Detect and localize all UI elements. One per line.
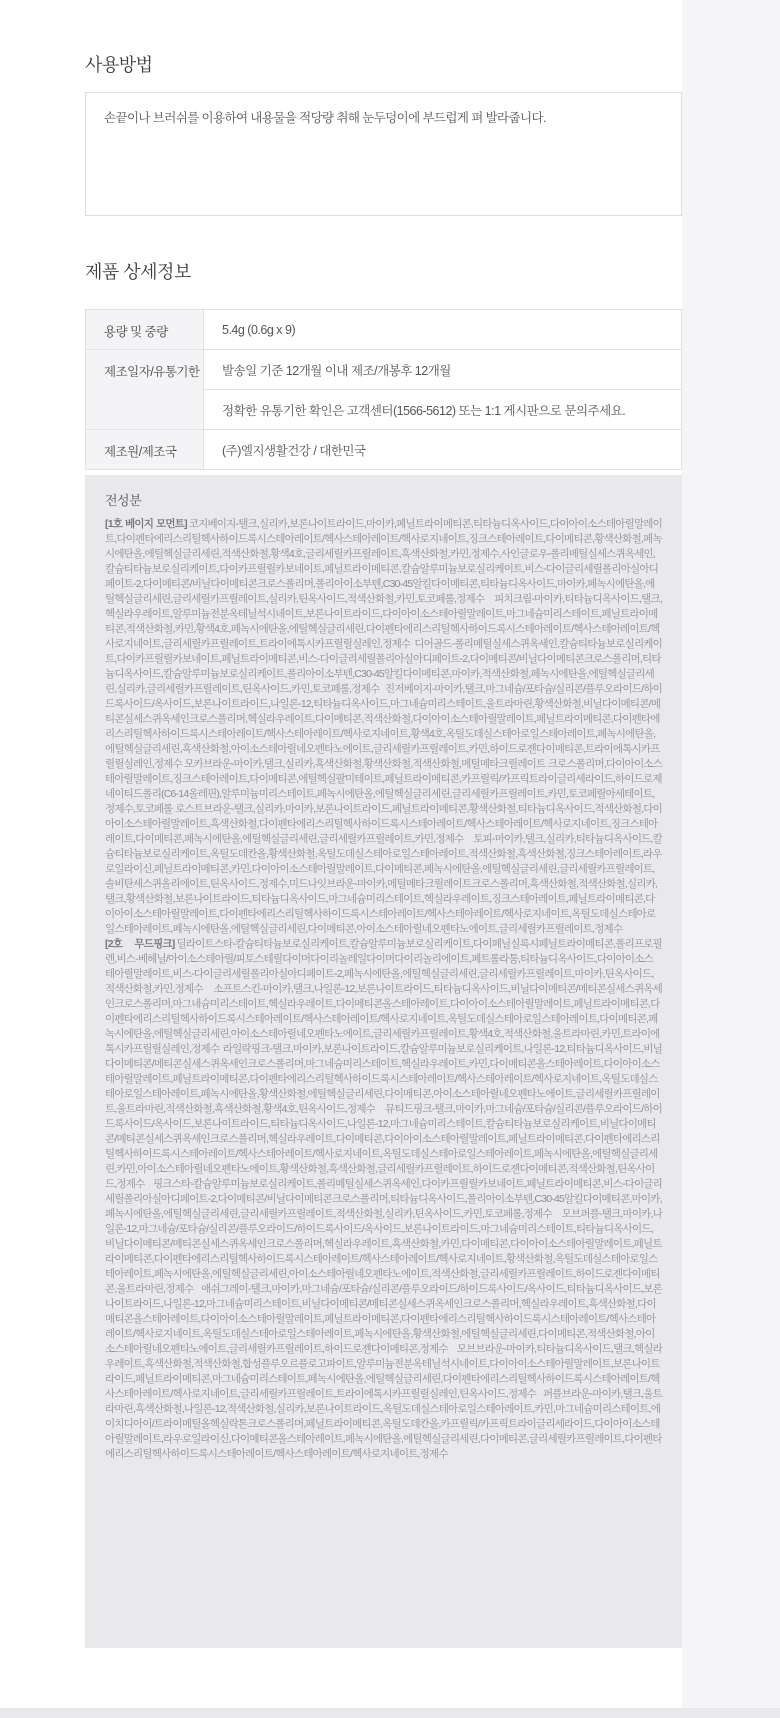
- product-detail-table: [85, 309, 682, 470]
- table-row: [86, 350, 682, 390]
- usage-instructions-box: [85, 92, 682, 216]
- detail-value-expiry: 발송일 기준 12개월 이내 제조/개봉후 12개월: [204, 350, 682, 390]
- detail-section-title: 제품 상세정보: [85, 262, 191, 282]
- tone1-label: [1호 베이지 모먼트]: [105, 518, 187, 530]
- detail-value-manufacturer: (주)엘지생활건강 / 대한민국: [204, 430, 682, 470]
- detail-label-manufacturer: 제조원/제조국: [86, 430, 204, 470]
- detail-label-expiry: 제조일자/유통기한: [86, 350, 204, 430]
- bottom-divider-band: [0, 1708, 780, 1718]
- usage-section-title: 사용방법: [85, 55, 153, 75]
- tone1-ingredients-text: 코지베이지-탤크,실리카,보론나이트라이드,마이카,페닐트라이메티콘,티타늄디옥사이드,다이아이소스테아릴말레이트,다이펜타에리스리틸헥사하이드록시스테아레이트/헥사스테아레이트/헥사로지네이트,징크스테아레이트,다이메티콘,황색산화철,페녹시에탄올,에틸헥실글리세린,적색산화철,황색4호,글리세릴카프릴레이트,흑색산화철,카민,정제수,사인글로우-폴리메틸실세스퀴옥세인,칼슘티타늄보로실리케이트,다이카프릴릴카보네이트,페닐트라이메티콘,칼슘알루미늄보로실리케이트,비스-다이글리세릴폴리아실아디페이트-2,다이메티콘/비닐다이메티콘크로스폴리머,폴리아이소부텐,C30-45알킬다이메티콘,티타늄디옥사이드,마이카,페녹시에탄올,에틸헥실글리세린,글리세릴카프릴레이트,실리카,틴옥사이드,적색산화철,카민,토코페롤,정제수 피치크림-마이카,티타늄디옥사이드,탤크,헥실라우레이트,알루미늄전분옥테닐석시네이트,보론나이트라이드,다이아이소스테아릴말레이트,마그네슘미리스테이트,페닐트라이메티콘,적색산화철,카민,황색4호,페녹시에탄올,에틸헥실글리세린,다이펜타에리스리틸헥사하이드록시스테아레이트/헥사스테아레이트/헥사로지네이트,글리세릴카프릴레이트,트라이에톡시카프릴릴실레인,정제수 디어골드-폴리메틸실세스퀴옥세인,칼슘티타늄보로실리케이트,다이카프릴릴카보네이트,페닐트라이메티콘,비스-다이글리세릴폴리아실아디페이트-2,다이메티콘/비닐다이메티콘크로스폴리머,티타늄디옥사이드,칼슘알루미늄보로실리케이트,폴리아이소부텐,C30-45알킬다이메티콘,마이카,적색산화철,페녹시에탄올,에틸헥실글리세린,실리카,글리세릴카프릴레이트,틴옥사이드,카민,토코페롤,정제수 진저베이지-마이카,탤크,마그네슘/포타슘/실리콘/플루오라이드/하이드록사이드/옥사이드,보론나이트라이드,나일론-12,티타늄디옥사이드,마그네슘미리스테이트,울트라마린,황색산화철,비닐다이메티콘/메티콘실세스퀴옥세인크로스폴리머,헥실라우레이트,다이메티콘,적색산화철,다이아이소스테아릴말레이트,페닐트라이메티콘,다이펜타에리스리틸헥사하이드록시스테아레이트/헥사스테아레이트/헥사로지네이트,황색4호,옥틸도데실스테아로일스테아레이트,페녹시에탄올,에틸헥실글리세린,흑색산화철,아이소스테아릴네오펜타노에이트,글리세릴카프릴레이트,카민,하이드로젠다이메티콘,트라이에톡시카프릴릴실레인,정제수 모카브라운-마이카,탤크,실리카,흑색산화철,황색산화철,적색산화철,메틸메타크릴레이트 크로스폴리머,다이아이소스테아릴말레이트,징크스테아레이트,다이메티콘,에틸헥실팔미테이트,페닐트라이메티콘,카프릴릭/카프릭트라이글리세라이드,하이드로제네이티드폴리(C6-14올레핀),알루미늄미리스테이트,페녹시에탄올,에틸헥실글리세린,글리세릴카프릴레이트,카민,토코페릴아세테이트,정제수,토코페롤 로스트브라운-탤크,실리카,마이카,보론나이트라이드,페닐트라이메티콘,황색산화철,티타늄디옥사이드,적색산화철,다이아이소스테아릴말레이트,흑색산화철,다이펜타에리스리틸헥사하이드록시스테아레이트/헥사스테아레이트/헥사로지네이트,징크스테아레이트,다이메티콘,페녹시에탄올,에틸헥실글리세린,글리세릴카프릴레이트,카민,정제수 토피-마이카,탤크,실리카,티타늄디옥사이드,칼슘티타늄보로실리케이트,옥틸도데칸올,황색산화철,옥틸도데실스테아로일스테아레이트,적색산화철,흑색산화철,징크스테아레이트,라우로일라이신,페닐트라이메티콘,카민,다이아이소스테아릴말레이트,다이메티콘,페녹시에탄올,에틸헥실글리세린,글리세릴카프릴레이트,솔비탄세스퀴올리에이트,틴옥사이드,정제수,미드나잇브라운-마이카,메틸메타크릴레이트크로스폴리머,흑색산화철,적색산화철,실리카,탤크,황색산화철,보론나이트라이드,티타늄디옥사이드,마그네슘미리스테이트,헥실라우레이트,징크스테아레이트,페닐트라이메티콘,다이아이소스테아릴말레이트,다이펜타에리스리틸헥사하이드록시스테아레이트/헥사스테아레이트/헥사로지네이트,옥틸도데실스테아로일스테아레이트,페녹시에탄올,에틸헥실글리세린,다이메티콘,아이소스테아릴네오펜타노에이트,글리세릴카프릴레이트,정제수: [105, 518, 662, 935]
- tone2-ingredients-text: 딜라이트스타-칼슘티타늄보로실리케이트,칼슘알루미늄보로실리케이트,다이페닐실록시페닐트라이메티콘,폴리프로필렌,비스-베헤닐/아이소스테아릴/피토스테릴다이머다이리놀레일다이머다이리놀리에이트,페트롤라툼,티타늄디옥사이드,다이아이소스테아릴말레이트,비스-다이글리세릴폴리아실아디페이트-2,페녹시에탄올,에틸헥실글리세린,글리세릴카프릴레이트,마이카,틴옥사이드,적색산화철,카민,정제수 소프트스킨-마이카,탤크,나일론-12,보론나이트라이드,티타늄디옥사이드,비닐다이메티콘/메티콘실세스퀴옥세인크로스폴리머,마그네슘미리스테이트,헥실라우레이트,다이메티콘올스테아레이트,다이아이소스테아릴말레이트,페닐트라이메티콘,다이펜타에리스리틸헥사하이드록시스테아레이트/헥사스테아레이트/헥사로지네이트,옥틸도데실스테아로일스테아레이트,다이메티콘,페녹시에탄올,에틸헥실글리세린,아이소스테아릴네오펜타노에이트,글리세릴카프릴레이트,황색4호,적색산화철,울트라마린,카민,트라이에톡시카프릴릴실레인,정제수 라일락핑크-탤크,마이카,보론나이트라이드,칼슘알루미늄보로실리케이트,나일론-12,티타늄디옥사이드,비닐다이메티콘/메티콘실세스퀴옥세인크로스폴리머,마그네슘미리스테이트,헥실라우레이트,카민,다이메티콘올스테아레이트,다이아이소스테아릴말레이트,페닐트라이메티콘,다이펜타에리스리틸헥사하이드록시스테아레이트/헥사스테아레이트/헥사로지네이트,옥틸도데실스테아로일스테아레이트,페녹시에탄올,황색산화철,에틸헥실글리세린,다이메티콘,아이소스테아릴네오펜타노에이트,글리세릴카프릴레이트,울트라마린,적색산화철,흑색산화철,황색4호,틴옥사이드,정제수 뮤티드핑크-탤크,마이카,마그네슘/포타슘/실리콘/플루오라이드/하이드록사이드/옥사이드,보론나이트라이드,티타늄디옥사이드,나일론-12,마그네슘미리스테이트,칼슘티타늄보로실리케이트,비닐다이메티콘/메티콘실세스퀴옥세인크로스폴리머,헥실라우레이트,다이메티콘,다이아이소스테아릴말레이트,페닐트라이메티콘,다이펜타에리스리틸헥사하이드록시스테아레이트/헥사스테아레이트/헥사로지네이트,옥틸도데실스테아로일스테아레이트,페녹시에탄올,에틸헥실글리세린,카민,아이소스테아릴네오펜타노에이트,황색산화철,흑색산화철,글리세릴카프릴레이트,하이드로젠다이메티콘,적색산화철,틴옥사이드,정제수 핑크스타-칼슘알루미늄보로실리케이트,폴리메틸실세스퀴옥세인,다이카프릴릴카보네이트,페닐트라이메티콘,비스-다이글리세릴폴리아실아디페이트-2,다이메티콘/비닐다이메티콘크로스폴리머,티타늄디옥사이드,폴리아이소부텐,C30-45알킬다이메티콘,마이카,페녹시에탄올,에틸헥실글리세린,글리세릴카프릴레이트,적색산화철,실리카,틴옥사이드,카민,토코페롤,정제수 모브퍼플-탤크,마이카,나일론-12,마그네슘/포타슘/실리콘/플루오라이드/하이드록사이드/옥사이드,보론나이트라이드,마그네슘미리스테이트,티타늄디옥사이드,비닐다이메티콘/메티콘실세스퀴옥세인크로스폴리머,헥실라우레이트,흑색산화철,카민,다이메티콘,다이아이소스테아릴말레이트,페닐트라이메티콘,다이펜타에리스리틸헥사하이드록시스테아레이트/헥사스테아레이트/헥사로지네이트,황색산화철,옥틸도데실스테아로일스테아레이트,페녹시에탄올,에틸헥실글리세린,아이소스테아릴네오펜타노에이트,적색산화철,글리세릴카프릴레이트,하이드로젠다이메티콘,울트라마린,정제수 애쉬그레이-탤크,마이카,마그네슘/포타슘/실리콘/플루오라이드/하이드록사이드/옥사이드,티타늄디옥사이드,보론나이트라이드,나일론-12,마그네슘미리스테이트,비닐다이메티콘/메티콘실세스퀴옥세인크로스폴리머,헥실라우레이트,흑색산화철,다이메티콘올스테아레이트,다이아이소스테아릴말레이트,페닐트라이메티콘,다이펜타에리스리틸헥사하이드록시스테아레이트/헥사스테아레이트/헥사로지네이트,옥틸도데실스테아로일스테아레이트,페녹시에탄올,황색산화철,에틸헥실글리세린,다이메티콘,적색산화철,아이소스테아릴네오펜타노에이트,글리세릴카프릴레이트,하이드로젠다이메티콘,정제수 모브브라운-마이카,티타늄디옥사이드,탤크,헥실라우레이트,흑색산화철,적색산화철,합성플루오르플로고파이트,알루미늄전분옥테닐석시네이트,다이아이소스테아릴말레이트,보론나이트라이드,페닐트라이메티콘,마그네슘미리스테이트,페녹시에탄올,에틸헥실글리세린,다이펜타에리스리틸헥사하이드록시스테아레이트/헥사스테아레이트/헥사로지네이트,글리세릴카프릴레이트,트라이에톡시카프릴릴실레인,틴옥사이드,정제수 퍼플브라운-마이카,탤크,울트라마린,흑색산화철,나일론-12,적색산화철,실리카,보론나이트라이드,옥틸도데실스테아로일스테아레이트,카민,마그네슘미리스테이트,에이치디아이/트라이메틸올헥실락톤크로스폴리머,페닐트라이메티콘,옥틸도데칸올,카프릴릭/카프릭트라이글리세라이드,다이아이소스테아릴말레이트,라우로일라이신,다이메티콘올스테아레이트,페녹시에탄올,에틸헥실글리세린,다이메티콘,글리세릴카프릴레이트,다이펜타에리스리틸헥사하이드록시스테아레이트/헥사스테아레이트/헥사로지네이트,정제수: [105, 938, 662, 1460]
- detail-label-capacity: 용량 및 중량: [86, 310, 204, 350]
- detail-value-expiry-note: 정확한 유통기한 확인은 고객센터(1566-5612) 또는 1:1 게시판으로 문의주세요.: [204, 390, 682, 430]
- ingredients-title: 전성분: [105, 493, 142, 508]
- detail-value-capacity: 5.4g (0.6g x 9): [204, 310, 682, 350]
- table-row: [86, 310, 682, 350]
- table-row: [86, 430, 682, 470]
- right-margin-strip: [682, 0, 780, 1708]
- tone2-label: [2호 무드핑크]: [105, 938, 175, 950]
- usage-instructions-text: 손끝이나 브러쉬를 이용하여 내용물을 적당량 취해 눈두덩이에 부드럽게 펴 발라줍니다.: [104, 111, 546, 125]
- ingredients-paragraph-tone1: [105, 517, 662, 937]
- ingredients-box: [85, 475, 682, 1648]
- ingredients-paragraph-tone2: [105, 937, 662, 1462]
